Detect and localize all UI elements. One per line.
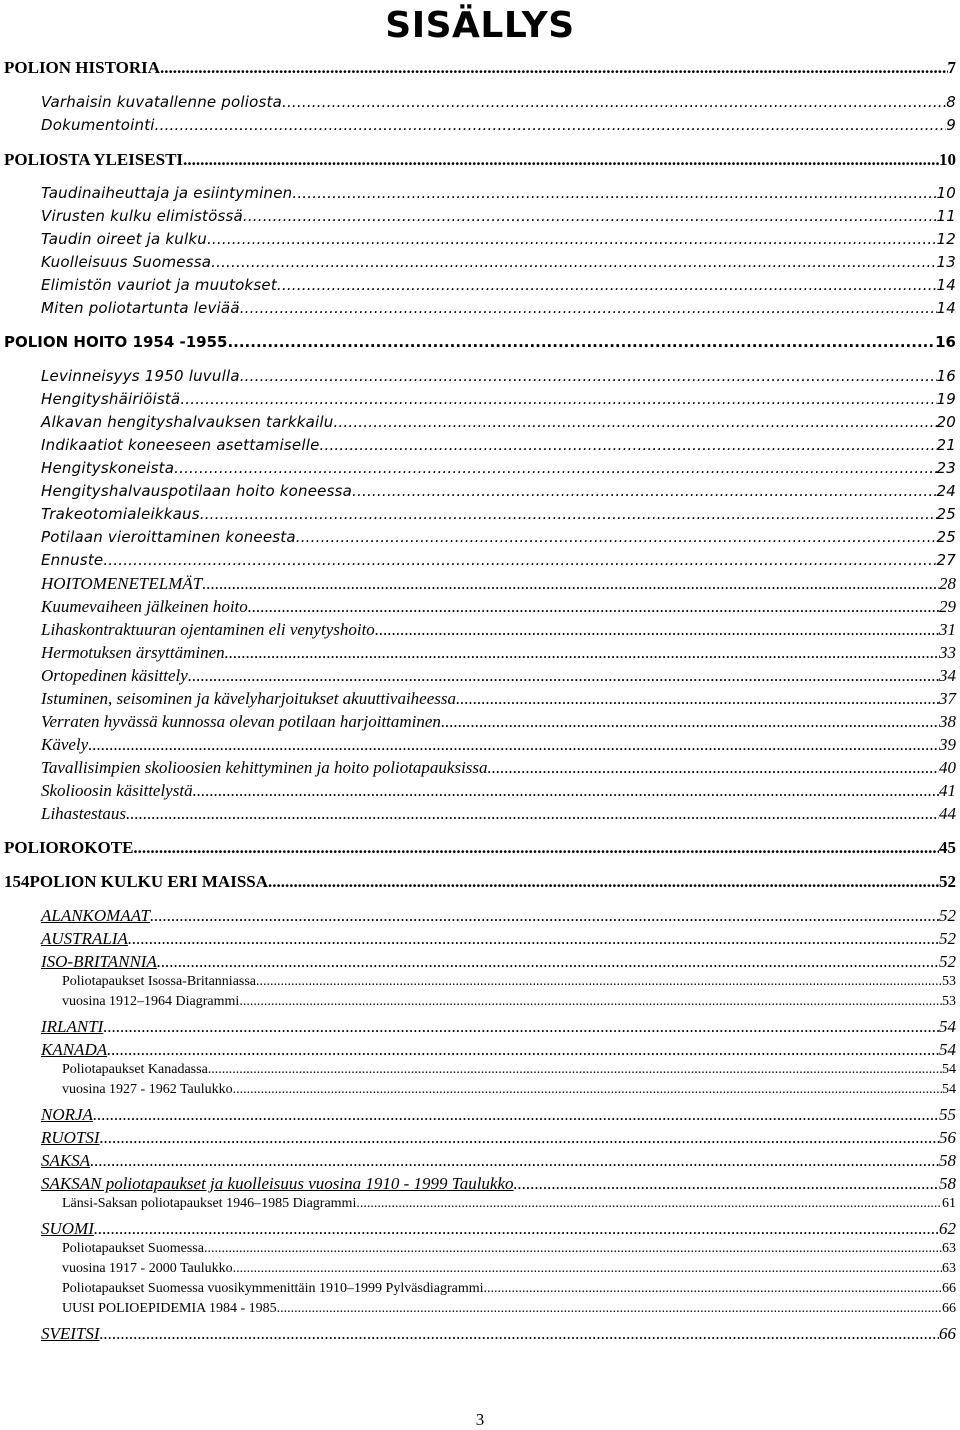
toc-entry-label: Lihastestaus [41, 804, 127, 823]
toc-entry-label: IRLANTI [41, 1017, 104, 1036]
toc-entry-leader [204, 1241, 942, 1257]
toc-entry-label: ALANKOMAAT [41, 906, 150, 925]
toc-entry-leader [268, 872, 939, 892]
toc-entry-page: 58 [939, 1174, 956, 1193]
toc-entry-leader [180, 390, 936, 408]
toc-entry-leader [333, 413, 936, 431]
toc-entry-page: 66 [942, 1301, 956, 1316]
toc-entry-page: 33 [939, 643, 956, 662]
toc-entry[interactable] [4, 872, 956, 892]
toc-entry[interactable] [41, 528, 956, 546]
toc-entry[interactable] [41, 413, 956, 431]
toc-entry[interactable] [41, 643, 956, 663]
toc-entry-leader [157, 952, 939, 972]
toc-entry-page: 9 [946, 116, 956, 134]
toc-entry-label: Verraten hyvässä kunnossa olevan potilaan harjoittaminen [41, 712, 441, 731]
toc-entry-label: Indikaatiot koneeseen asettamiselle [41, 436, 320, 454]
toc-entry-page: 52 [939, 906, 956, 925]
toc-entry[interactable] [62, 1196, 956, 1212]
toc-entry-label: Ortopedinen käsittely [41, 666, 188, 685]
toc-entry[interactable] [4, 58, 956, 78]
toc-entry-page: 56 [939, 1128, 956, 1147]
page-title: SISÄLLYS [385, 5, 575, 46]
toc-entry-label: Hengityshalvauspotilaan hoito koneessa [41, 482, 353, 500]
toc-entry-page: 27 [936, 551, 956, 569]
toc-entry-label: SVEITSI [41, 1324, 100, 1343]
toc-entry-label: Länsi-Saksan poliotapaukset 1946–1985 Diagrammi [62, 1196, 357, 1211]
toc-entry-page: 54 [939, 1017, 956, 1036]
toc-entry-label: Tavallisimpien skolioosien kehittyminen ja hoito poliotapauksissa [41, 758, 488, 777]
page-number: 3 [475, 1410, 485, 1429]
toc-entry[interactable] [41, 116, 956, 134]
toc-entry-page: 25 [936, 528, 956, 546]
toc-entry-page: 52 [939, 952, 956, 971]
toc-entry-page: 14 [936, 299, 956, 317]
toc-entry-page: 23 [936, 459, 956, 477]
toc-entry[interactable] [41, 620, 956, 640]
toc-entry-leader [277, 276, 937, 294]
toc-entry-leader [488, 758, 939, 778]
toc-entry-leader [208, 1062, 942, 1078]
toc-entry[interactable] [41, 666, 956, 686]
toc-entry-leader [292, 184, 936, 202]
toc-entry-page: 31 [939, 620, 956, 639]
toc-entry-page: 16 [935, 333, 956, 351]
toc-entry-label: Istuminen, seisominen ja kävelyharjoitukset akuuttivaiheessa [41, 689, 456, 708]
toc-entry-label: Taudin oireet ja kulku [41, 230, 207, 248]
toc-entry-label: Lihaskontraktuuran ojentaminen eli venytyshoito [41, 620, 375, 639]
toc-entry-leader [200, 505, 937, 523]
toc-entry-label: RUOTSI [41, 1128, 100, 1147]
toc-entry-leader [88, 735, 939, 755]
toc-entry-leader [277, 1301, 942, 1317]
toc-entry-page: 63 [942, 1241, 956, 1256]
toc-entry-label: Levinneisyys 1950 luvulla [41, 367, 240, 385]
toc-entry-page: 10 [939, 150, 956, 169]
toc-entry-page: 10 [936, 184, 956, 202]
toc-entry[interactable] [41, 459, 956, 477]
toc-entry-page: 11 [936, 207, 956, 225]
toc-entry-leader [90, 1151, 939, 1171]
toc-entry-label: Skolioosin käsittelystä [41, 781, 193, 800]
toc-entry[interactable] [41, 253, 956, 271]
toc-entry-label: Kuolleisuus Suomessa [41, 253, 212, 271]
toc-entry-leader [150, 906, 939, 926]
toc-entry[interactable] [41, 735, 956, 755]
toc-entry-leader [225, 643, 939, 663]
toc-entry[interactable] [41, 712, 956, 732]
toc-entry-page: 52 [939, 872, 956, 891]
toc-entry[interactable] [62, 1261, 956, 1277]
toc-entry-leader [240, 299, 937, 317]
toc-entry-page: 16 [936, 367, 956, 385]
toc-entry-page: 34 [939, 666, 956, 685]
toc-entry[interactable] [41, 390, 956, 408]
toc-entry-leader [243, 207, 937, 225]
toc-entry-leader [356, 1196, 942, 1212]
toc-entry-page: 20 [936, 413, 956, 431]
toc-entry-page: 54 [942, 1062, 956, 1077]
toc-entry-page: 63 [942, 1261, 956, 1276]
toc-entry-label: SAKSAN poliotapaukset ja kuolleisuus vuosina 1910 - 1999 Taulukko [41, 1174, 514, 1193]
toc-entry-label: NORJA [41, 1105, 93, 1124]
toc-entry-leader [239, 994, 942, 1010]
toc-entry-label: Elimistön vauriot ja muutokset [41, 276, 277, 294]
toc-entry[interactable] [62, 1062, 956, 1078]
toc-entry-label: Ennuste [41, 551, 104, 569]
toc-entry-label: KANADA [41, 1040, 108, 1059]
toc-entry[interactable] [4, 333, 956, 351]
toc-entry-page: 40 [939, 758, 956, 777]
toc-entry[interactable] [41, 758, 956, 778]
toc-entry-label: Trakeotomialeikkaus [41, 505, 200, 523]
toc-entry[interactable] [41, 1174, 956, 1194]
toc-entry[interactable] [41, 781, 956, 801]
toc-entry-page: 52 [939, 929, 956, 948]
toc-entry[interactable] [4, 150, 956, 170]
toc-entry-leader [93, 1105, 939, 1125]
toc-entry-page: 28 [939, 574, 956, 593]
toc-entry[interactable] [41, 952, 956, 972]
toc-entry-leader [103, 1017, 939, 1037]
toc-entry-page: 37 [939, 689, 956, 708]
toc-entry-leader [248, 597, 939, 617]
toc-entry-leader [211, 253, 936, 271]
toc-entry[interactable] [41, 1017, 956, 1037]
toc-entry-leader [320, 436, 937, 454]
toc-entry-label: Taudinaiheuttaja ja esiintyminen [41, 184, 293, 202]
toc-entry-label: Alkavan hengityshalvauksen tarkkailu [41, 413, 334, 431]
toc-entry[interactable] [41, 482, 956, 500]
toc-entry-label: SUOMI [41, 1219, 94, 1238]
toc-entry-page: 41 [939, 781, 956, 800]
toc-entry-leader [128, 929, 939, 949]
toc-entry-leader [100, 1128, 939, 1148]
toc-entry-label: SAKSA [41, 1151, 91, 1170]
toc-entry[interactable] [41, 597, 956, 617]
toc-entry-label: Miten poliotartunta leviää [41, 299, 240, 317]
toc-entry-leader [256, 974, 942, 990]
toc-entry-leader [296, 528, 937, 546]
toc-entry[interactable] [41, 1324, 956, 1344]
toc-entry-page: 58 [939, 1151, 956, 1170]
toc-entry[interactable] [41, 1040, 956, 1060]
toc-entry-label: Kuumevaiheen jälkeinen hoito [41, 597, 248, 616]
toc-entry-label: POLION HOITO 1954 -1955 [4, 333, 228, 351]
toc-entry-leader [94, 1219, 939, 1239]
toc-entry[interactable] [41, 230, 956, 248]
toc-entry[interactable] [62, 974, 956, 990]
toc-entry-label: Kävely [41, 735, 89, 754]
toc-entry-page: 38 [939, 712, 956, 731]
toc-entry-page: 13 [936, 253, 956, 271]
toc-entry[interactable] [41, 1105, 956, 1125]
toc-entry-leader [207, 230, 937, 248]
toc-entry-leader [282, 93, 946, 111]
toc-entry[interactable] [62, 1241, 956, 1257]
toc-entry-page: 14 [936, 276, 956, 294]
toc-entry-page: 55 [939, 1105, 956, 1124]
toc-entry-page: 21 [936, 436, 956, 454]
toc-entry-label: Varhaisin kuvatallenne poliosta [41, 93, 282, 111]
toc-entry[interactable] [41, 505, 956, 523]
toc-entry-page: 25 [936, 505, 956, 523]
toc-entry-label: Hengityshäiriöistä [41, 390, 181, 408]
toc-entry-leader [155, 116, 947, 134]
toc-entry-page: 62 [939, 1219, 956, 1238]
toc-entry-leader [456, 689, 939, 709]
toc-entry-label: Potilaan vieroittaminen koneesta [41, 528, 296, 546]
toc-entry[interactable] [62, 1281, 956, 1297]
toc-entry-page: 66 [939, 1324, 956, 1343]
toc-entry-page: 54 [942, 1082, 956, 1097]
toc-entry-label: POLION HISTORIA [4, 58, 161, 77]
toc-entry-leader [514, 1174, 939, 1194]
toc-entry-label: UUSI POLIOEPIDEMIA 1984 - 1985 [62, 1301, 277, 1316]
toc-entry[interactable] [41, 1128, 956, 1148]
toc-entry-label: Dokumentointi [41, 116, 155, 134]
toc-entry-page: 45 [939, 838, 956, 857]
toc-entry-leader [202, 574, 939, 594]
toc-entry-leader [193, 781, 939, 801]
toc-entry-label: Virusten kulku elimistössä [41, 207, 243, 225]
toc-entry-page: 24 [936, 482, 956, 500]
toc-entry-leader [126, 804, 939, 824]
toc-entry[interactable] [62, 1082, 956, 1098]
toc-entry[interactable] [41, 276, 956, 294]
toc-entry-page: 12 [936, 230, 956, 248]
toc-entry-page: 61 [942, 1196, 956, 1211]
toc-entry-leader [133, 838, 939, 858]
toc-entry-leader [100, 1324, 939, 1344]
toc-entry[interactable] [41, 367, 956, 385]
toc-entry[interactable] [41, 1219, 956, 1239]
toc-entry-leader [107, 1040, 939, 1060]
toc-entry-leader [352, 482, 936, 500]
toc-entry-label: Poliotapaukset Suomessa vuosikymmenittäin 1910–1999 Pylväsdiagrammi [62, 1281, 484, 1296]
toc-entry-label: ISO-BRITANNIA [41, 952, 157, 971]
toc-entry-leader [227, 333, 935, 351]
toc-entry[interactable] [41, 207, 956, 225]
toc-entry-leader [233, 1082, 942, 1098]
toc-entry[interactable] [41, 929, 956, 949]
toc-entry-leader [183, 150, 939, 170]
toc-entry-page: 19 [936, 390, 956, 408]
toc-entry[interactable] [4, 838, 956, 858]
toc-entry-leader [240, 367, 937, 385]
toc-entry[interactable] [41, 93, 956, 111]
toc-entry-page: 44 [939, 804, 956, 823]
toc-entry-leader [160, 58, 947, 78]
toc-entry-page: 66 [942, 1281, 956, 1296]
toc-entry-page: 8 [946, 93, 956, 111]
toc-entry-leader [484, 1281, 942, 1297]
toc-entry-label: Poliotapaukset Suomessa [62, 1241, 204, 1256]
toc-entry-label: POLIOSTA YLEISESTI [4, 150, 184, 169]
toc-entry[interactable] [41, 1151, 956, 1171]
toc-entry-label: Poliotapaukset Isossa-Britanniassa [62, 974, 257, 989]
toc-entry-page: 29 [939, 597, 956, 616]
toc-entry-label: AUSTRALIA [41, 929, 128, 948]
toc-entry[interactable] [62, 994, 956, 1010]
toc-entry-leader [375, 620, 939, 640]
toc-entry[interactable] [62, 1301, 956, 1317]
toc-entry-label: vuosina 1917 - 2000 Taulukko [62, 1261, 233, 1276]
toc-entry-label: POLIOROKOTE [4, 838, 134, 857]
toc-entry[interactable] [41, 551, 956, 569]
toc-entry-leader [441, 712, 939, 732]
toc-entry[interactable] [41, 804, 956, 824]
toc-entry-page: 53 [942, 974, 956, 989]
toc-entry-label: Poliotapaukset Kanadassa [62, 1062, 208, 1077]
toc-entry[interactable] [41, 184, 956, 202]
toc-entry-label: HOITOMENETELMÄT [41, 574, 203, 593]
toc-entry-label: vuosina 1927 - 1962 Taulukko [62, 1082, 233, 1097]
toc-entry-leader [103, 551, 936, 569]
toc-entry[interactable] [41, 906, 956, 926]
toc-entry[interactable] [41, 436, 956, 454]
toc-entry-leader [188, 666, 939, 686]
toc-entry-label: Hengityskoneista [41, 459, 175, 477]
toc-entry-leader [174, 459, 936, 477]
toc-entry[interactable] [41, 574, 956, 594]
toc-entry-leader [233, 1261, 942, 1277]
toc-entry[interactable] [41, 299, 956, 317]
toc-entry[interactable] [41, 689, 956, 709]
toc-entry-label: Hermotuksen ärsyttäminen [41, 643, 225, 662]
toc-entry-label: vuosina 1912–1964 Diagrammi [62, 994, 240, 1009]
toc-entry-page: 54 [939, 1040, 956, 1059]
toc-entry-page: 7 [947, 58, 956, 77]
toc-entry-page: 53 [942, 994, 956, 1009]
toc-entry-label: 154POLION KULKU ERI MAISSA [4, 872, 269, 891]
toc-entry-page: 39 [939, 735, 956, 754]
